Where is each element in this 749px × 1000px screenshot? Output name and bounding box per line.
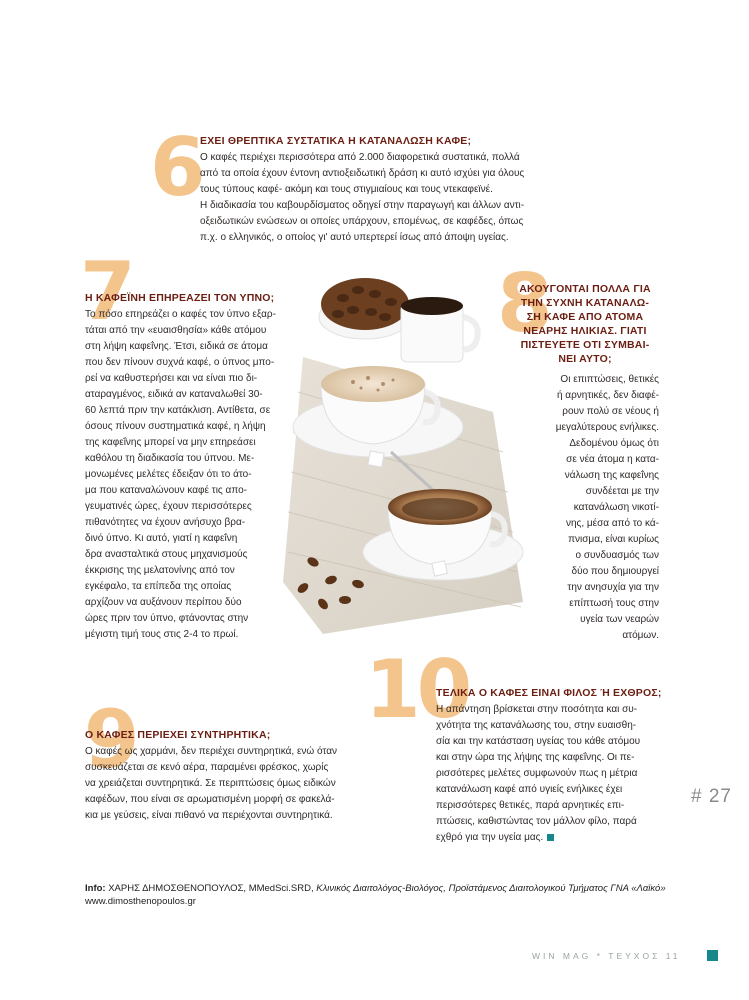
- text-line: τους τύπους καφέ- ακόμη και τους στιγμιαίους και τους ντεκαφεϊνέ.: [200, 184, 493, 195]
- text-line: τάται από την «ευαισθησία» κάθε ατόμου: [85, 325, 267, 336]
- footer-square-icon: [707, 950, 718, 961]
- text-line: Η διαδικασία του καβουρδίσματος οδηγεί στην παραγωγή και άλλων αντι-: [200, 200, 525, 211]
- text-line: να χρειάζεται συντηρητικά. Σε περιπτώσεις όμως ειδικών: [85, 778, 336, 789]
- text-line: μονωμένες μελέτες έδειξαν ότι το άτο-: [85, 469, 252, 480]
- text-line: μέγιστη τιμή τους στις 2-4 το πρωί.: [85, 629, 239, 640]
- info-role: Κλινικός Διαιτολόγος-Βιολόγος, Προϊστάμενος Διαιτολογικού Τμήματος ΓΝΑ «Λαϊκό»: [316, 883, 666, 894]
- info-author: ΧΑΡΗΣ ΔΗΜΟΣΘΕΝΟΠΟΥΛΟΣ, MMedSci.SRD,: [108, 883, 314, 894]
- text-line: πνισμα, είναι κυρίως: [568, 534, 659, 545]
- section-7: [85, 291, 297, 643]
- page-number: # 27: [691, 786, 732, 807]
- text-line: καφέδων, που είναι σε αρωματισμένη μορφή σε φακελά-: [85, 794, 335, 805]
- text-line: Η απάντηση βρίσκεται στην ποσότητα και συ-: [436, 704, 638, 715]
- text-line: κατανάλωση καφέ από υγιείς ενήλικες έχει: [436, 784, 623, 795]
- text-line: έκκρισης της μελατονίνης από τον: [85, 565, 235, 576]
- text-line: εγκέφαλο, τα επίπεδα της οποίας: [85, 581, 232, 592]
- text-line: Οι επιπτώσεις, θετικές: [560, 374, 659, 385]
- text-line: σε νέα άτομα η κατα-: [566, 454, 659, 465]
- text-line: ΣΗ ΚΑΦΕ ΑΠΟ ΑΤΟΜΑ: [526, 311, 644, 323]
- section-10-title: ΤΕΛΙΚΑ Ο ΚΑΦΕΣ ΕΙΝΑΙ ΦΙΛΟΣ Ή ΕΧΘΡΟΣ;: [436, 687, 662, 699]
- text-line: αταραγμένος, ειδικά αν καταναλωθεί 30-: [85, 389, 263, 400]
- section-8-body: [505, 372, 665, 644]
- text-line: συσκευάζεται σε κενό αέρα, παραμένει φρέσκος, χωρίς: [85, 762, 329, 773]
- text-line: δινό ύπνο. Κι αυτό, γιατί η καφεΐνη: [85, 533, 238, 544]
- coffee-photo: [283, 262, 528, 634]
- text-line: ρεί να καθυστερήσει και να είναι πιο δι-: [85, 373, 258, 384]
- text-line: ΤΗΝ ΣΥΧΝΗ ΚΑΤΑΝΑΛΩ-: [520, 297, 650, 309]
- text-line: Ο καφές ως χαρμάνι, δεν περιέχει συντηρητικά, ενώ όταν: [85, 746, 338, 757]
- text-line: την ανησυχία για την: [567, 582, 659, 593]
- text-line: Ο καφές περιέχει περισσότερα από 2.000 διαφορετικά συστατικά, πολλά: [200, 152, 520, 163]
- text-line: και στην ώρα της λήψης της καφεΐνης. Οι πε-: [436, 752, 635, 763]
- text-line: νης, μέσα από το κά-: [565, 518, 659, 529]
- text-line: ατόμων.: [622, 630, 659, 641]
- section-number-8: 8: [497, 257, 553, 350]
- text-line: από τα οποία έχουν έντονη αντιοξειδωτική δράση κι αυτό ισχύει για όλους: [200, 168, 525, 179]
- text-line: ΑΚΟΥΓΟΝΤΑΙ ΠΟΛΛΑ ΓΙΑ: [519, 283, 651, 295]
- text-line: κατανάλωση νικοτί-: [573, 502, 659, 513]
- section-number-6: 6: [150, 121, 206, 214]
- text-line: εχθρό για την υγεία μας.: [436, 830, 671, 846]
- section-7-body: [85, 307, 297, 643]
- section-6: [200, 134, 580, 246]
- section-9: [85, 728, 370, 824]
- text-line: ΝΕΙ ΑΥΤΟ;: [558, 353, 612, 365]
- text-line: δρα ανασταλτικά στους μηχανισμούς: [85, 549, 248, 560]
- text-line: υγεία των νεαρών: [580, 614, 659, 625]
- text-line: δύο που δημιουργεί: [571, 566, 659, 577]
- section-9-title: Ο ΚΑΦΕΣ ΠΕΡΙΕΧΕΙ ΣΥΝΤΗΡΗΤΙΚΑ;: [85, 729, 271, 741]
- info-label: Info:: [85, 883, 106, 894]
- text-line: 60 λεπτά πριν την κατάκλιση. Αντίθετα, σε: [85, 405, 271, 416]
- section-number-10: 10: [365, 643, 469, 736]
- text-line: χνότητα της κατανάλωσης του, στην ευαισθη-: [436, 720, 637, 731]
- text-line: π.χ. ο ελληνικός, ο οποίος γι' αυτό υπερτερεί ίσως από άποψη υγείας.: [200, 232, 509, 243]
- text-line: ώρες πριν τον ύπνο, φτάνοντας στην: [85, 613, 249, 624]
- section-8-title: [505, 282, 665, 366]
- text-line: γευματινές ώρες, έχουν περισσότερες: [85, 501, 252, 512]
- text-line: πτώσεις, καθιστώντας τον μάλλον φίλο, παρά: [436, 816, 637, 827]
- section-10-body: [436, 702, 671, 846]
- info-credits: [85, 882, 666, 908]
- text-line: κια με γεύσεις, είναι πιθανό να περιέχονται συντηρητικά.: [85, 810, 333, 821]
- text-line: καθόλου τη διαδικασία του ύπνου. Με-: [85, 453, 255, 464]
- text-line: Το πόσο επηρεάζει ο καφές τον ύπνο εξαρ-: [85, 309, 276, 320]
- footer-magazine: WIN MAG * ΤΕΥΧΟΣ 11: [532, 951, 681, 961]
- text-line: επίπτωσή τους στην: [569, 598, 659, 609]
- text-line: ρισσότερες μελέτες συμφωνούν πως η μέτρια: [436, 768, 638, 779]
- section-7-title: Η ΚΑΦΕΪΝΗ ΕΠΗΡΕΑΖΕΙ ΤΟΝ ΥΠΝΟ;: [85, 292, 275, 304]
- end-square-icon: [547, 834, 554, 841]
- text-line: της καφεΐνης μπορεί να μην επηρεάσει: [85, 437, 256, 448]
- text-line: στη λήψη καφεΐνης. Έτσι, ειδικά σε άτομα: [85, 341, 268, 352]
- info-website[interactable]: www.dimosthenopoulos.gr: [85, 896, 196, 907]
- text-line: ρουν πολύ σε νέους ή: [562, 406, 659, 417]
- text-line: μεγαλύτερους ενήλικες.: [555, 422, 659, 433]
- section-8: [505, 282, 665, 644]
- section-6-body: [200, 150, 580, 246]
- section-number-9: 9: [84, 693, 140, 786]
- text-line: ή αρνητικές, δεν διαφέ-: [556, 390, 659, 401]
- text-line: μα που καταναλώνουν καφέ τις απο-: [85, 485, 247, 496]
- text-line: συνδέεται με την: [585, 486, 659, 497]
- text-line: αρχίζουν να αυξάνουν περίπου δύο: [85, 597, 242, 608]
- text-line: πιθανότητες να έχουν ανήσυχο βρα-: [85, 517, 246, 528]
- text-line: που δεν πίνουν συχνά καφέ, ο ύπνος μπο-: [85, 357, 275, 368]
- text-line: περισσότερες θετικές, παρά αρνητικές επι-: [436, 800, 625, 811]
- text-line: ΠΙΣΤΕΥΕΤΕ ΟΤΙ ΣΥΜΒΑΙ-: [520, 339, 650, 351]
- text-line: Δεδομένου όμως ότι: [569, 438, 659, 449]
- text-line: ΝΕΑΡΗΣ ΗΛΙΚΙΑΣ. ΓΙΑΤΙ: [523, 325, 647, 337]
- section-number-7: 7: [80, 245, 136, 338]
- section-9-body: [85, 744, 370, 824]
- text-line: νάλωση της καφεΐνης: [564, 470, 659, 481]
- text-line: οξειδωτικών ενώσεων οι οποίες υπάρχουν, επομένως, σε καφέδες, όπως: [200, 216, 524, 227]
- section-10: [436, 686, 671, 846]
- text-line: όσους πίνουν συστηματικά καφέ, η λήψη: [85, 421, 266, 432]
- text-line: σία και την κατάσταση υγείας του κάθε ατόμου: [436, 736, 641, 747]
- text-line: ο συνδυασμός των: [575, 550, 659, 561]
- section-6-title: ΕΧΕΙ ΘΡΕΠΤΙΚΑ ΣΥΣΤΑΤΙΚΑ Η ΚΑΤΑΝΑΛΩΣΗ ΚΑΦΕ;: [200, 135, 472, 147]
